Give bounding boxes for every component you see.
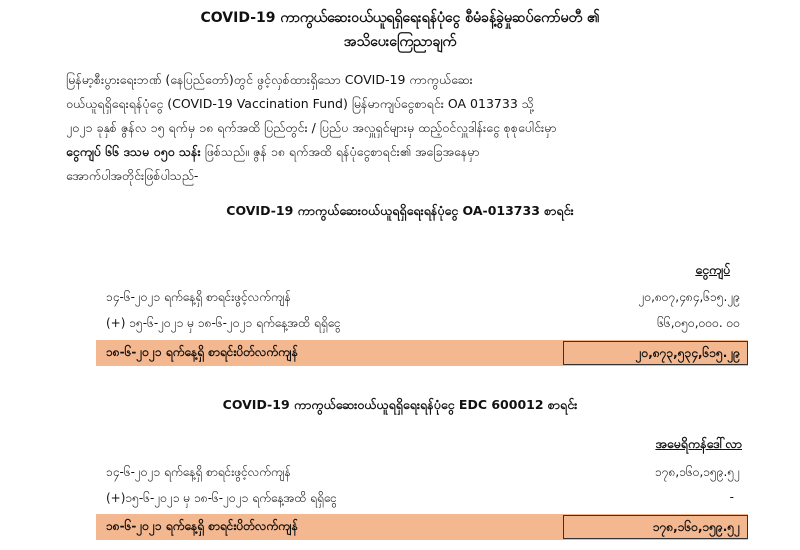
section2-opening-label: ၁၄-၆-၂၀၂၁ ရက်နေ့ရှိ စာရင်းဖွင့်လက်ကျန်: [106, 465, 291, 479]
section1-closing-label: ၁၈-၆-၂၀၂၁ ရက်နေ့ရှိ စာရင်းပိတ်လက်ကျန်: [106, 345, 298, 359]
section1-received-value: ၆၆,၀၅၀,၀၀၀. ၀၀: [657, 316, 740, 330]
intro-total-amount: ငွေကျပ် ၆၆ ဒသမ ၀၅၀ သန်း: [66, 144, 201, 159]
section2-closing-label: ၁၈-၆-၂၀၂၁ ရက်နေ့ရှိ စာရင်းပိတ်လက်ကျန်: [106, 519, 298, 533]
section2-column-header: အမေရိကန်ဒေါ်လာ: [655, 436, 742, 451]
intro-line-5: အောက်ပါအတိုင်းဖြစ်ပါသည်-: [66, 168, 199, 183]
intro-line-3: ၂၀၂၁ ခုနှစ် ဇွန်လ ၁၅ ရက်မှ ၁၈ ရက်အထိ ပြည်တွင်း / ပြည်ပ အလှူရှင်များမှ ထည့်ဝင်လှူဒါန်းငွေ စုစုပေါင်းမှာ: [66, 120, 557, 135]
section1-received-label: (+) ၁၅-၆-၂၀၂၁ မှ ၁၈-၆-၂၀၂၁ ရက်နေ့အထိ ရရှိငွေ: [106, 316, 341, 330]
section2-closing-value: ၁၇၈,၁၆၀,၁၅၉.၅၂: [652, 520, 740, 534]
section1-column-header: ငွေကျပ်: [695, 262, 730, 277]
intro-line-2: ဝယ်ယူရရှိရေးရန်ပုံငွေ (COVID-19 Vaccination Fund) မြန်မာကျပ်ငွေစာရင်း OA 013733 သို့: [66, 96, 534, 111]
announcement-title-line2: အသိပေးကြေညာချက်: [343, 34, 457, 50]
intro-line-4: [66, 144, 738, 163]
announcement-title-line1: COVID-19 ကာကွယ်ဆေးဝယ်ယူရရှိရေးရန်ပုံငွေ စီမံခန့်ခွဲမှုဆပ်ကော်မတီ ၏: [200, 10, 600, 26]
section1-opening-value: ၂၀,၈၀၇,၄၈၄,၆၁၅.၂၉: [638, 290, 740, 304]
intro-line-4-rest: ဖြစ်သည်။ ဇွန် ၁၈ ရက်အထိ ရန်ပုံငွေစာရင်း၏ အခြေအနေမှာ: [200, 144, 480, 159]
section1-opening-label: ၁၄-၆-၂၀၂၁ ရက်နေ့ရှိ စာရင်းဖွင့်လက်ကျန်: [106, 290, 291, 304]
section2-opening-value: ၁၇၈,၁၆၀,၁၅၉.၅၂: [655, 465, 740, 479]
section2-received-label: (+)၁၅-၆-၂၀၂၁ မှ ၁၈-၆-၂၀၂၁ ရက်နေ့အထိ ရရှိငွေ: [106, 491, 337, 505]
section2-received-value: -: [729, 490, 734, 504]
intro-line-1: မြန်မာ့စီးပွားရေးဘဏ် (နေပြည်တော်)တွင် ဖွင့်လှစ်ထားရှိသော COVID-19 ကာကွယ်ဆေး: [66, 72, 473, 87]
section2-title: COVID-19 ကာကွယ်ဆေးဝယ်ယူရရှိရေးရန်ပုံငွေ EDC 600012 စာရင်း: [222, 397, 578, 412]
section1-title: COVID-19 ကာကွယ်ဆေးဝယ်ယူရရှိရေးရန်ပုံငွေ OA-013733 စာရင်း: [226, 203, 574, 218]
section1-closing-value: ၂၀,၈၇၃,၅၃၄,၆၁၅.၂၉: [635, 346, 740, 360]
